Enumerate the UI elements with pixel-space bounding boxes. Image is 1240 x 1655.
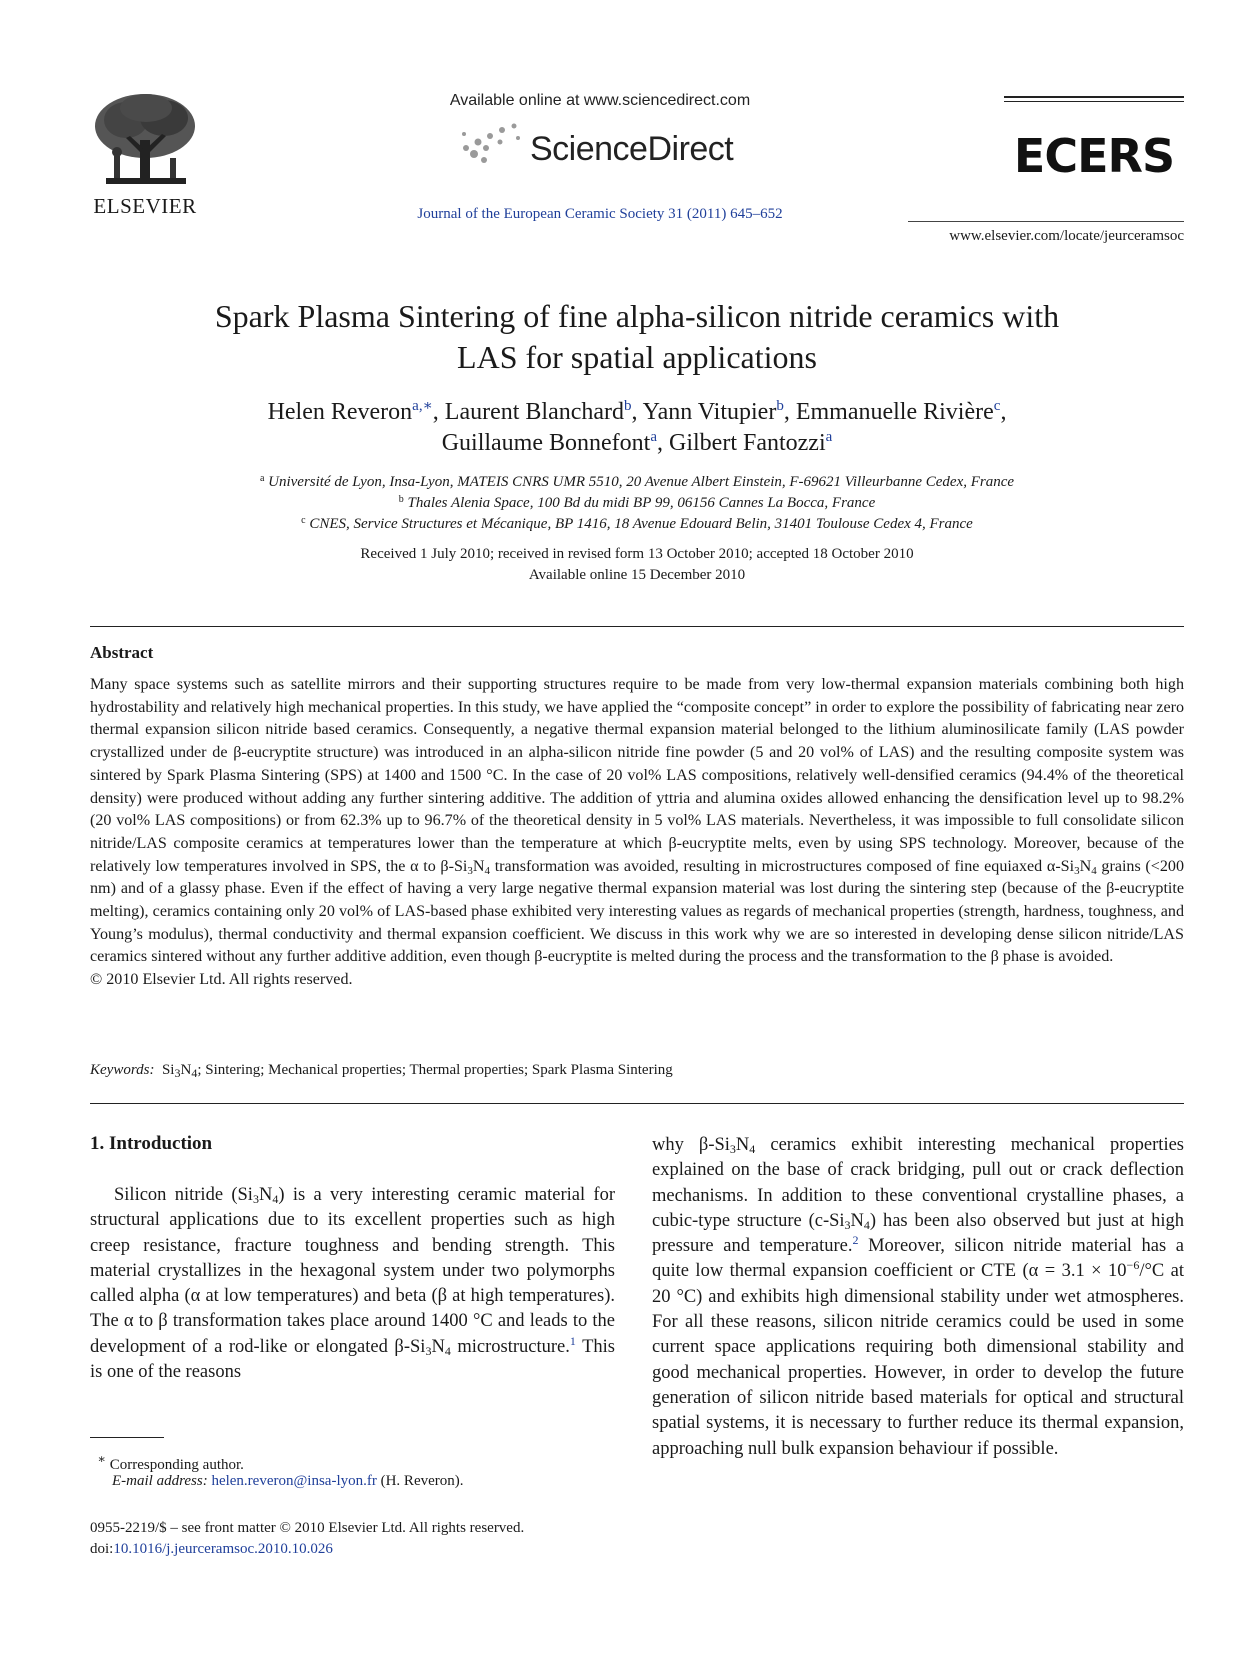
affiliation <box>90 472 1184 493</box>
header-rule <box>1004 101 1184 102</box>
copyright: © 2010 Elsevier Ltd. All rights reserved. <box>90 971 353 989</box>
section-heading: 1. Introduction <box>90 1133 213 1154</box>
author-list <box>90 397 1184 459</box>
abstract-body <box>90 674 1184 992</box>
intro-right-column: why $\beta-Si_3N_4$ ceramics exhibit interesting mechanical properties explained on the base of crack bridging, pull out or crack deflection mechanisms. In addition to these conventional crystalline phases, a cubic-type structure $(c-Si_3N_4)$ has been also observed but just at high pressure and temperature.$^2$ Moreover, silicon nitride material has a quite low thermal expansion coefficient or CTE ($\alpha = 3.1 \times 10^{-6}/^\circ C$ at 20 °C) and exhibits high dimensional stability under wet atmospheres. For all these reasons, silicon nitride ceramics could be used in some current space applications requiring both dimensional stability and good mechanical properties. However, in order to develop the future generation of silicon nitride based materials for optical and structural spatial systems, it is necessary to further reduce its thermal expansion, approaching null bulk expansion behaviour if possible. <box>652 1135 1184 1459</box>
author-separator: , <box>783 399 796 425</box>
intro-left-column: Silicon nitride $(Si_3N_4)$ is a very interesting ceramic material for structural applications due to its excellent properties such as high creep resistance, fracture toughness and bending strength. This material crystallizes in the hexagonal system under two polymorphs called alpha (α at low temperatures) and beta (β at high temperatures). The α to β transformation takes place around 1400 °C and leads to the development of a rod-like or elongated $\beta-Si_3N_4$ microstructure.$^1$ This is one of the reasons <box>90 1185 615 1383</box>
author-name: Yann Vitupier <box>642 399 777 425</box>
abstract-heading: Abstract <box>90 643 154 662</box>
affiliations <box>90 472 1184 535</box>
reference-link[interactable]: 1 <box>569 1333 576 1348</box>
author-name: Laurent Blanchard <box>444 399 625 425</box>
available-online-date: Available online 15 December 2010 <box>528 567 746 583</box>
author-separator: , <box>432 399 445 425</box>
affiliation-text: CNES, Service Structures et Mécanique, BP 1416, 18 Avenue Edouard Belin, 31401 Toulouse Cedex 4, France <box>309 516 973 532</box>
author-affil-mark[interactable]: c <box>993 398 1001 414</box>
footnote-rule <box>90 1437 164 1438</box>
sciencedirect-wordmark: ScienceDirect <box>530 130 734 168</box>
author-name: Emmanuelle Rivière <box>795 399 994 425</box>
affiliation <box>90 514 1184 535</box>
email-link[interactable]: helen.reveron@insa-lyon.fr <box>211 1473 377 1489</box>
author-separator: , <box>657 430 669 456</box>
author-affil-mark[interactable]: a <box>825 429 833 445</box>
keywords: Keywords: $Si_3N_4$; Sintering; Mechanical properties; Thermal properties; Spark Plasma Sintering <box>90 1062 673 1080</box>
available-online-text: Available online at www.sciencedirect.com <box>449 92 751 109</box>
received-dates: Received 1 July 2010; received in revised form 13 October 2010; accepted 18 October 2010 <box>360 546 914 562</box>
affiliation-text: Université de Lyon, Insa-Lyon, MATEIS CNRS UMR 5510, 20 Avenue Albert Einstein, F-69621 Villeurbanne Cedex, France <box>268 474 1015 490</box>
journal-url[interactable]: www.elsevier.com/locate/jeurceramsoc <box>949 228 1184 244</box>
title-line: LAS for spatial applications <box>457 339 817 375</box>
journal-citation-link[interactable]: Journal of the European Ceramic Society 31 (2011) 645–652 <box>417 206 783 222</box>
divider <box>90 626 1184 627</box>
author-separator: , <box>1000 399 1007 425</box>
sciencedirect-dots-icon <box>456 118 528 168</box>
abstract-paragraph: Many space systems such as satellite mirrors and their supporting structures require to be made from very low-thermal expansion materials combining both high hydrostability and relatively high mechanical properties. In this study, we have applied the “composite concept” in order to explore the possibility of fabricating near zero thermal expansion silicon nitride based ceramics. Consequently, a negative thermal expansion material belonged to the lithium aluminosilicate family (LAS powder crystallized under de β-eucryptite structure) was introduced in an alpha-silicon nitride fine powder (5 and 20 vol% of LAS) and the resulting composite system was sintered by Spark Plasma Sintering (SPS) at 1400 and 1500 °C. In the case of 20 vol% LAS compositions, relatively well-densified ceramics (94.4% of the theoretical density) were produced without adding any further sintering additive. The addition of yttria and alumina oxides allowed enhancing the densification level up to 98.2% (20 vol% LAS compositions) or from 62.3% up to 96.7% of the theoretical density in 5 vol% LAS materials. Nevertheless, it was impossible to full consolidate silicon nitride/LAS composite ceramics at temperatures lower than the temperature at which β-eucryptite melts, even by using SPS technology. Moreover, because of the relatively low temperatures involved in SPS, the α to $\beta-Si_3N_4$ transformation was avoided, resulting in microstructures composed of fine equiaxed $\alpha-Si_3N_4$ grains (<200 nm) and of a glassy phase. Even if the effect of having a very large negative thermal expansion material was lost during the sintering step (because of the β-eucryptite melting), ceramics containing only 20 vol% of LAS-based phase exhibited very interesting values as regards of mechanical properties (strength, hardness, toughness, and Young’s modulus), thermal conductivity and thermal expansion coefficient. We discuss in this work why we are so interested in developing dense silicon nitride/LAS ceramics sintered without any further additive addition, even though β-eucryptite is melted during the process and the transformation to the β phase is avoided. <box>90 676 1184 966</box>
affiliation-mark: a <box>259 473 265 484</box>
ecers-logo-text: ECERS <box>1013 130 1175 178</box>
author-separator: , <box>631 399 643 425</box>
affiliation-mark: b <box>398 494 404 505</box>
affiliation <box>90 493 1184 514</box>
front-matter <box>90 1518 650 1560</box>
issn-line: 0955-2219/$ – see front matter © 2010 Elsevier Ltd. All rights reserved. <box>90 1520 525 1536</box>
affiliation-mark: c <box>301 515 306 526</box>
divider <box>90 1103 1184 1104</box>
affiliation-text: Thales Alenia Space, 100 Bd du midi BP 99, 06156 Cannes La Bocca, France <box>407 495 876 511</box>
email-note: E-mail address: helen.reveron@insa-lyon.fr (H. Reveron). <box>112 1473 464 1489</box>
author-name: Gilbert Fantozzi <box>669 430 826 456</box>
elsevier-tree-logo <box>86 90 204 190</box>
ecers-logo <box>1004 130 1184 178</box>
doi-line: doi:10.1016/j.jeurceramsoc.2010.10.026 <box>90 1541 333 1557</box>
author-name: Helen Reveron <box>267 399 413 425</box>
title-line: Spark Plasma Sintering of fine alpha-silicon nitride ceramics with <box>214 298 1060 334</box>
author-affil-mark[interactable]: a <box>650 429 657 445</box>
corresponding-author-note: ∗ Corresponding author. <box>97 1452 244 1473</box>
url-rule <box>908 221 1184 222</box>
header-rule <box>1004 96 1184 98</box>
publisher-name: ELSEVIER <box>93 194 197 218</box>
author-name: Guillaume Bonnefont <box>441 430 651 456</box>
author-affil-mark[interactable]: a,∗ <box>412 398 433 414</box>
doi-link[interactable]: 10.1016/j.jeurceramsoc.2010.10.026 <box>113 1541 333 1557</box>
author-affil-mark[interactable]: b <box>776 398 784 414</box>
author-affil-mark[interactable]: b <box>624 398 632 414</box>
article-title <box>90 296 1184 378</box>
reference-link[interactable]: 2 <box>852 1233 859 1248</box>
article-history <box>90 544 1184 586</box>
keywords-label: Keywords: <box>90 1062 155 1078</box>
